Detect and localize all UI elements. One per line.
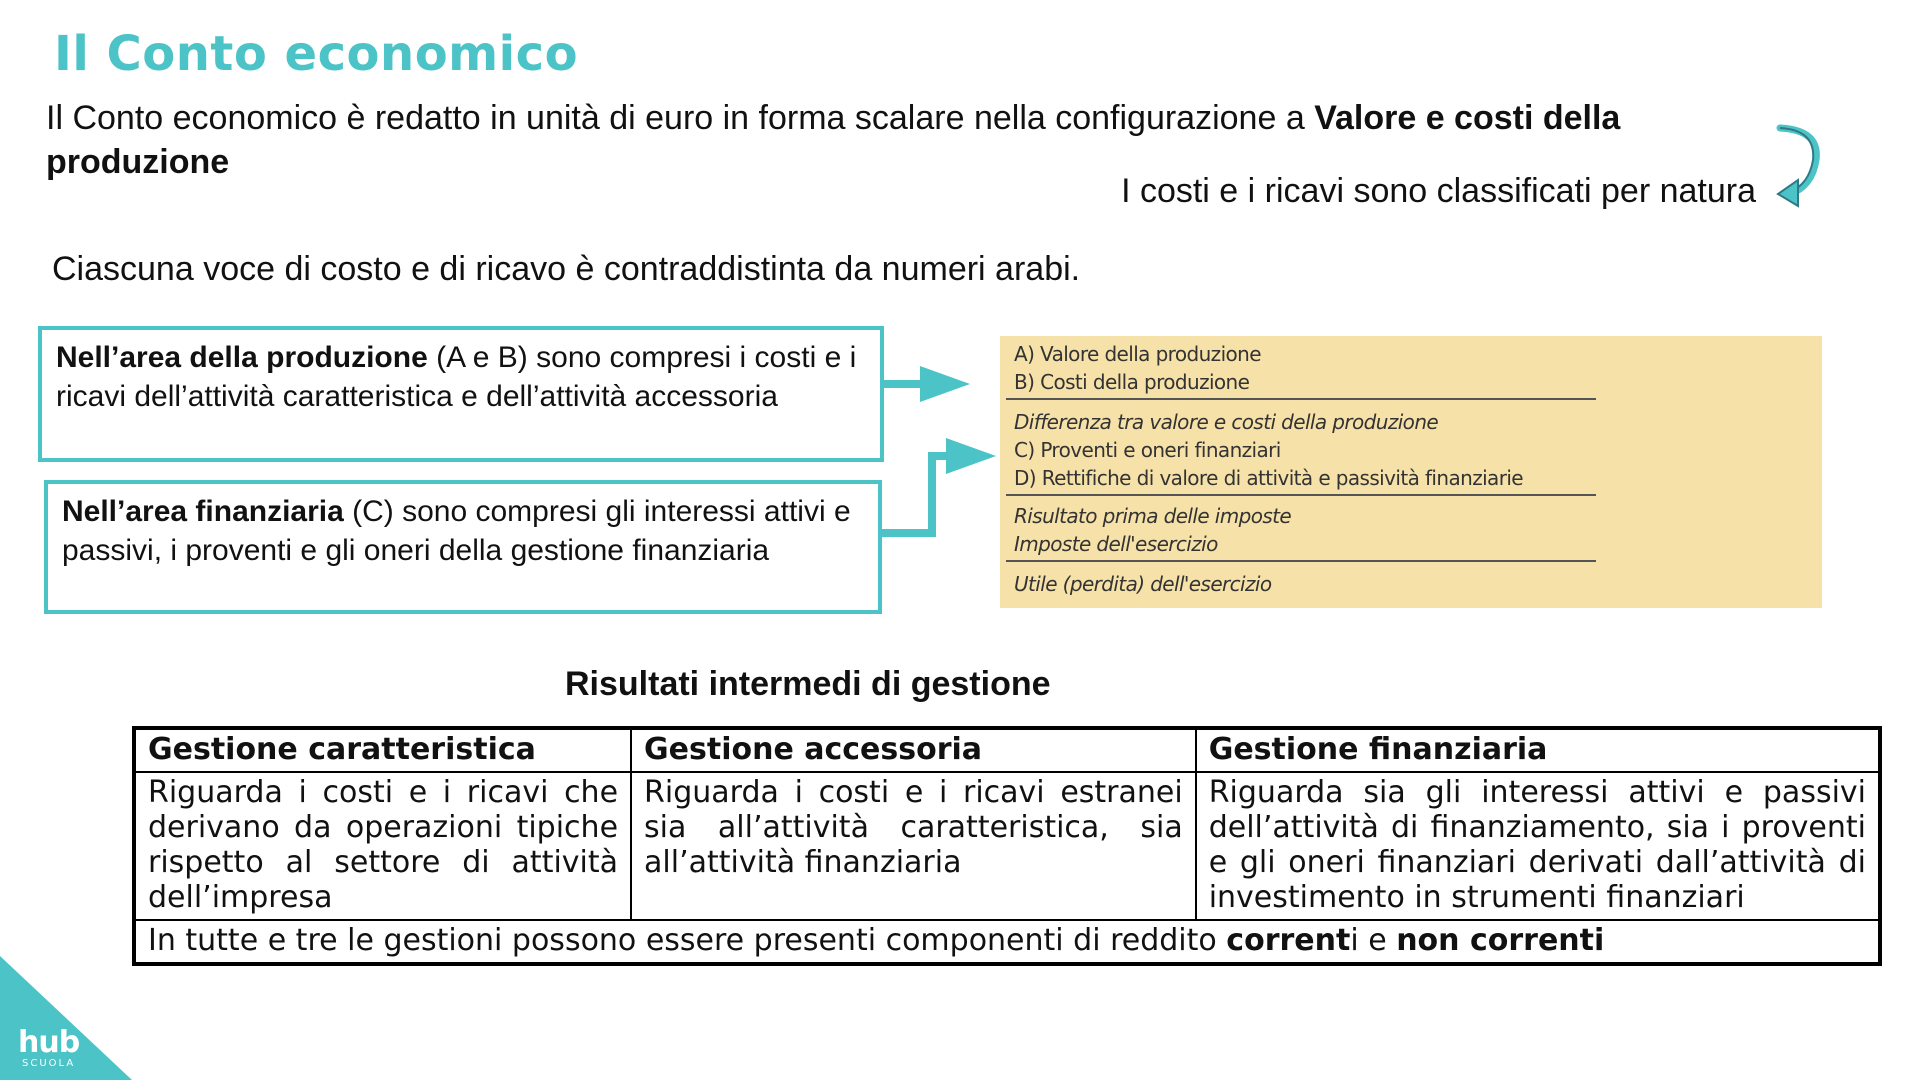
header-gestione-accessoria: Gestione accessoria	[631, 728, 1196, 772]
scheme-line-a: A) Valore della produzione	[1014, 342, 1261, 366]
scheme-line-b: B) Costi della produzione	[1014, 370, 1250, 394]
scheme-line-profit: Utile (perdita) dell'esercizio	[1014, 572, 1272, 596]
scheme-line-taxes: Imposte dell'esercizio	[1014, 532, 1218, 556]
scheme-divider	[1006, 398, 1596, 400]
production-area-bold: Nell’area della produzione	[56, 341, 428, 374]
results-subtitle: Risultati intermedi di gestione	[565, 665, 1051, 703]
financial-area-bold: Nell’area finanziaria	[62, 495, 344, 528]
scheme-line-pre-tax: Risultato prima delle imposte	[1014, 504, 1292, 528]
scheme-divider	[1006, 494, 1596, 496]
header-gestione-finanziaria: Gestione finanziaria	[1196, 728, 1880, 772]
scheme-line-d: D) Rettifiche di valore di attività e passività finanziarie	[1014, 466, 1523, 490]
hub-scuola-logo	[18, 1025, 80, 1070]
production-area-text: (A e B) sono compresi i costi e i ricavi dell’attività caratteristica e dell’attività accessoria	[56, 341, 857, 413]
financial-arrow-head	[946, 438, 996, 474]
income-statement-scheme	[1000, 336, 1822, 608]
page-title: Il Conto economico	[54, 26, 579, 82]
footer-text: In tutte e tre le gestioni possono essere presenti componenti di reddito	[148, 923, 1227, 958]
results-table	[132, 726, 1882, 966]
logo-main-text: hub	[18, 1025, 80, 1060]
intro-text: Il Conto economico è redatto in unità di euro in forma scalare nella configurazione a	[46, 99, 1315, 137]
table-header-row	[134, 728, 1880, 772]
classified-by-nature-text: I costi e i ricavi sono classificati per natura	[1121, 172, 1756, 210]
table-row	[134, 772, 1880, 920]
scheme-line-difference: Differenza tra valore e costi della produzione	[1014, 410, 1439, 434]
financial-area-text: (C) sono compresi gli interessi attivi e passivi, i proventi e gli oneri della gestione finanziaria	[62, 495, 851, 567]
description-caratteristica: Riguarda i costi e i ricavi che derivano da operazioni tipiche rispetto al settore di attività dell’impresa	[134, 772, 631, 920]
scheme-divider	[1006, 560, 1596, 562]
footer-bold-non-correnti: non correnti	[1396, 923, 1605, 958]
financial-arrow-line	[882, 456, 956, 533]
footer-bold-correnti: corrent	[1226, 923, 1351, 958]
scheme-line-c: C) Proventi e oneri finanziari	[1014, 438, 1281, 462]
description-finanziaria: Riguarda sia gli interessi attivi e passivi dell’attività di finanziamento, sia i proventi e gli oneri finanziari derivati dall’attività di investimento in strumenti finanziari	[1196, 772, 1880, 920]
production-arrow-head	[920, 366, 970, 402]
intro-bold-text: Valore e costi della produzione	[46, 99, 1621, 181]
arabic-numbers-text: Ciascuna voce di costo e di ricavo è contraddistinta da numeri arabi.	[52, 250, 1081, 288]
table-footer-row	[134, 920, 1880, 964]
description-accessoria: Riguarda i costi e i ricavi estranei sia all’attività caratteristica, sia all’attività finanziaria	[631, 772, 1196, 920]
footer-cell	[134, 920, 1880, 964]
footer-text-mid: i e	[1350, 923, 1397, 958]
logo-sub-text: SCUOLA	[22, 1058, 76, 1069]
header-gestione-caratteristica: Gestione caratteristica	[134, 728, 631, 772]
